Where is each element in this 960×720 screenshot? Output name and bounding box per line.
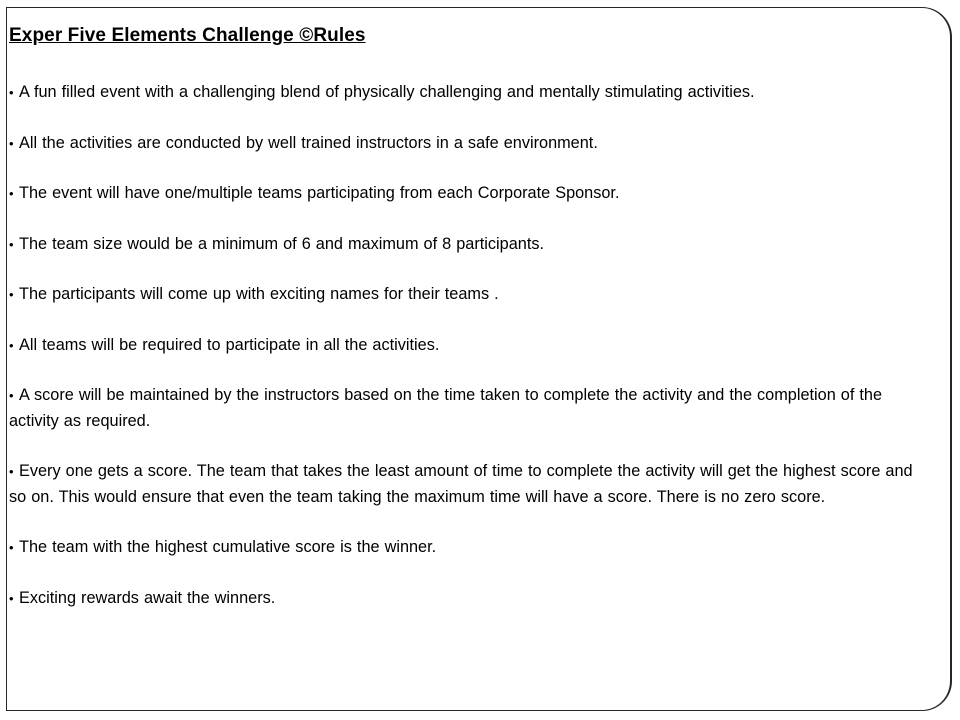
bullet-icon: • [9, 85, 14, 100]
rule-text: A score will be maintained by the instructors based on the time taken to complete the activity and the completion of the activity as required. [9, 386, 883, 430]
rule-item [9, 181, 931, 207]
slide-title: Exper Five Elements Challenge ©Rules [9, 25, 366, 46]
bullet-icon: • [9, 540, 14, 555]
rule-text: The team with the highest cumulative score is the winner. [19, 538, 437, 556]
rule-text: The team size would be a minimum of 6 and maximum of 8 participants. [19, 234, 545, 253]
rule-text: All the activities are conducted by well trained instructors in a safe environment. [19, 133, 598, 152]
rule-item [9, 535, 931, 561]
rule-text: Exciting rewards await the winners. [19, 588, 276, 607]
bullet-icon: • [9, 464, 14, 479]
rule-item [9, 383, 931, 434]
rule-text: The event will have one/multiple teams participating from each Corporate Sponsor. [19, 184, 620, 202]
rule-item [9, 282, 931, 308]
rule-text: A fun filled event with a challenging blend of physically challenging and mentally stimulating activities. [19, 83, 755, 101]
bullet-icon: • [9, 135, 14, 151]
rule-item [9, 80, 931, 106]
rule-item [9, 586, 931, 612]
rule-text: All teams will be required to participate in all the activities. [19, 335, 440, 354]
bullet-icon: • [9, 186, 14, 201]
bullet-icon: • [9, 236, 14, 252]
rule-text: The participants will come up with exciting names for their teams . [19, 285, 499, 303]
rule-item [9, 232, 931, 258]
rules-list [9, 80, 931, 636]
bullet-icon: • [9, 287, 14, 302]
rule-item [9, 459, 931, 510]
rule-item [9, 131, 931, 157]
bullet-icon: • [9, 590, 14, 606]
bullet-icon: • [9, 388, 14, 403]
bullet-icon: • [9, 337, 14, 353]
rule-text: Every one gets a score. The team that takes the least amount of time to complete the activity will get the highest score and so on. This would ensure that even the team taking the maximum time will have a score. There is no zero score. [9, 462, 913, 506]
rule-item [9, 333, 931, 359]
